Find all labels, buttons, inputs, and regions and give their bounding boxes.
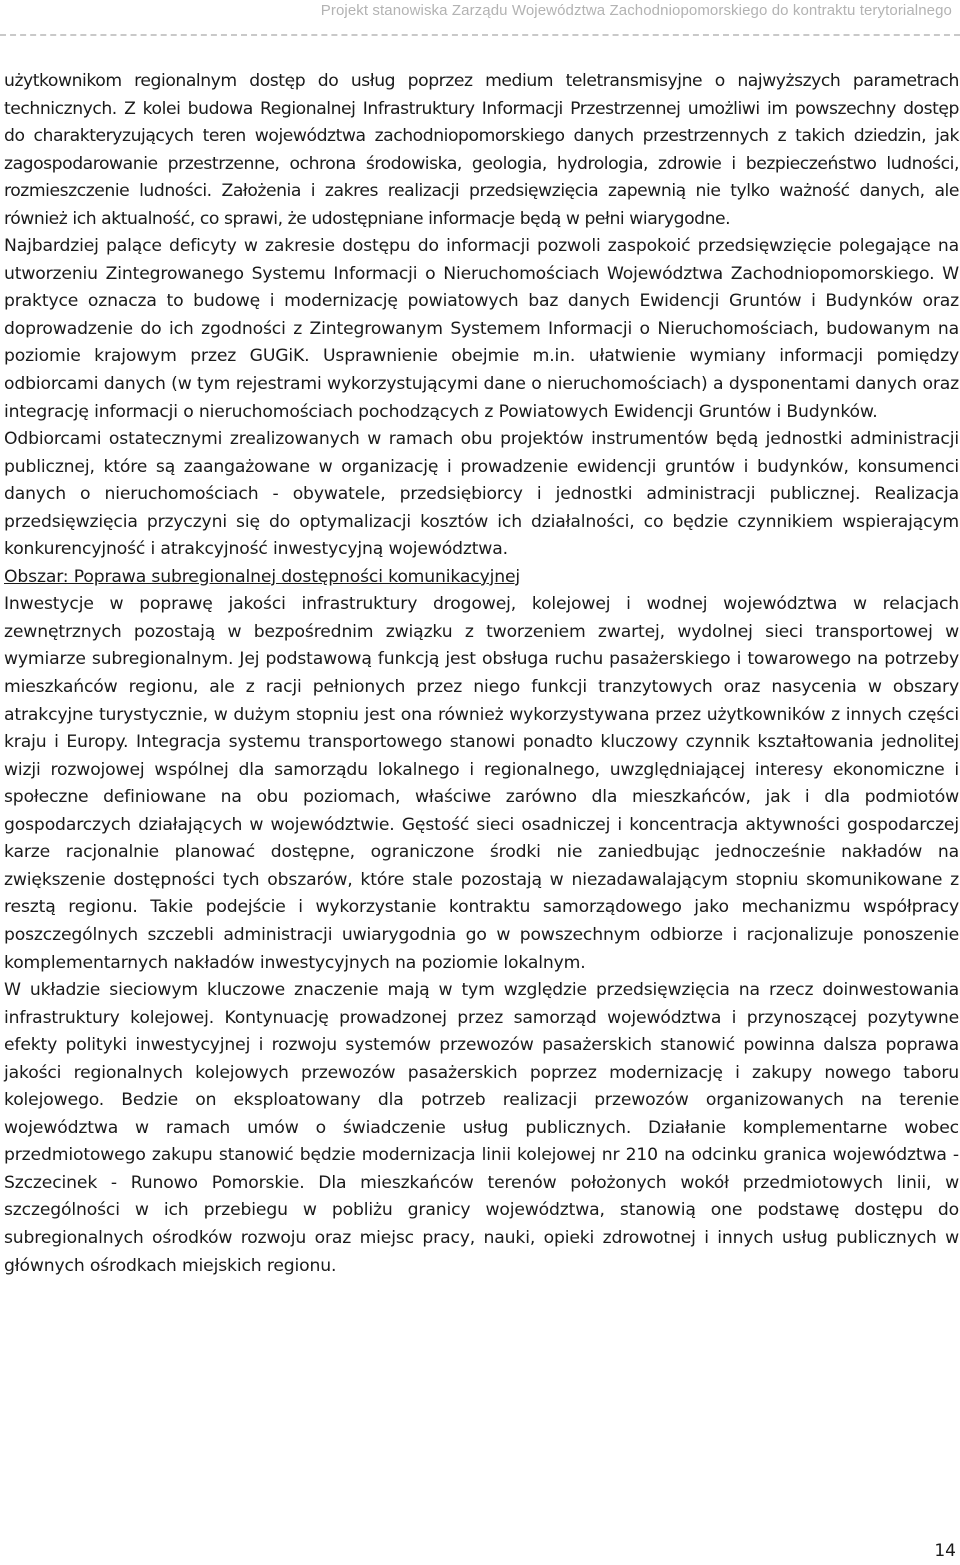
body-paragraph: użytkownikom regionalnym dostęp do usług poprzez medium teletransmisyjne o najwyższych parametrach technicznych. Z kolei budowa Regionalnej Infrastruktury Informacji Przestrzennej umożliwi im powszechny dostęp do charakteryzujących teren województwa zachodniopomorskiego danych przestrzennych z takich dziedzin, jak zagospodarowanie przestrzenne, ochrona środowiska, geologia, hydrologia, zdrowie i bezpieczeństwo ludności, rozmieszczenie ludności. Założenia i zakres realizacji przedsięwzięcia zapewnią nie tylko ważność danych, ale również ich aktualność, co sprawi, że udostępniane informacje będą w pełni wiarygodne.: [4, 71, 959, 229]
body-paragraph: W układzie sieciowym kluczowe znaczenie mają w tym względzie przedsięwzięcia na rzecz doinwestowania infrastruktury kolejowej. Kontynuację prowadzonej przez samorząd województwa i przynoszącej pozytywne efekty polityki inwestycyjnej i rozwoju systemów przewozów pasażerskich stanowić powinna dalsza poprawa jakości regionalnych kolejowych przewozów pasażerskich poprzez modernizację i zakupy nowego taboru kolejowego. Bedzie on eksploatowany dla potrzeb realizacji przewozów organizowanych na terenie województwa w ramach umów o świadczenie usług publicznych. Działanie komplementarne wobec przedmiotowego zakupu stanowić będzie modernizacja linii kolejowej nr 210 na odcinku granica województwa - Szczecinek - Runowo Pomorskie. Dla mieszkańców terenów położonych wokół przedmiotowych linii, w szczególności w ich przebiegu w pobliżu granicy województwa, stanowią one podstawę dostępu do subregionalnych ośrodków rozwoju oraz miejsc pracy, nauki, opieki zdrowotnej i innych usług publicznych w głównych ośrodkach miejskich regionu.: [4, 980, 959, 1276]
document-body: [4, 68, 959, 1280]
body-paragraph: Odbiorcami ostatecznymi zrealizowanych w ramach obu projektów instrumentów będą jednostki administracji publicznej, które są zaangażowane w organizację i prowadzenie ewidencji gruntów i budynków, konsumenci danych o nieruchomościach - obywatele, przedsiębiorcy i jednostki administracji publicznej. Realizacja przedsięwzięcia przyczyni się do optymalizacji kosztów ich działalności, co będzie czynnikiem wspierającym konkurencyjność i atrakcyjność inwestycyjną województwa.: [4, 429, 959, 560]
body-paragraph: Inwestycje w poprawę jakości infrastruktury drogowej, kolejowej i wodnej województwa w relacjach zewnętrznych pozostają w bezpośrednim związku z tworzeniem zwartej, wydolnej sieci transportowej w wymiarze subregionalnym. Jej podstawową funkcją jest obsługa ruchu pasażerskiego i towarowego na potrzeby mieszkańców regionu, ale z racji pełnionych przez niego funkcji tranzytowych oraz nasycenia w obszary atrakcyjne turystycznie, w dużym stopniu jest ona również wykorzystywana przez użytkowników z innych części kraju i Europy. Integracja systemu transportowego stanowi ponadto kluczowy czynnik kształtowania jednolitej wizji rozwojowej wspólnej dla samorządu lokalnego i regionalnego, uwzględniającej interesy ekonomiczne i społeczne definiowane na obu poziomach, właściwe zarówno dla mieszkańców, jak i dla podmiotów gospodarczych działających w województwie. Gęstość sieci osadniczej i koncentracja aktywności gospodarczej karze racjonalnie planować dostępne, ograniczone środki nie zaniedbując jednocześnie nakładów na zwiększenie dostępności tych obszarów, które stale pozostają w niezadawalającym stopniu skomunikowane z resztą regionu. Takie podejście i wykorzystanie kontraktu samorządowego jako mechanizmu współpracy poszczególnych szczebli administracji uwiarygodnia go w powszechnym odbiorze i racjonalizuje ponoszenie komplementarnych nakładów inwestycyjnych na poziomie lokalnym.: [4, 594, 959, 973]
header-divider: [0, 34, 960, 36]
section-heading: Obszar: Poprawa subregionalnej dostępności komunikacyjnej: [4, 566, 521, 587]
running-header: Projekt stanowiska Zarządu Województwa Zachodniopomorskiego do kontraktu terytorialnego: [320, 2, 952, 19]
body-paragraph: Najbardziej palące deficyty w zakresie dostępu do informacji pozwoli zaspokoić przedsięwzięcie polegające na utworzeniu Zintegrowanego Systemu Informacji o Nieruchomościach Województwa Zachodniopomorskiego. W praktyce oznacza to budowę i modernizację powiatowych baz danych Ewidencji Gruntów i Budynków oraz doprowadzenie do ich zgodności z Zintegrowanym Systemem Informacji o Nieruchomościach, budowanym na poziomie krajowym przez GUGiK. Usprawnienie obejmie m.in. ułatwienie wymiany informacji pomiędzy odbiorcami danych (w tym rejestrami wykorzystującymi dane o nieruchomościach) a dysponentami danych oraz integrację informacji o nieruchomościach pochodzących z Powiatowych Ewidencji Gruntów i Budynków.: [4, 236, 959, 422]
page-number: 14: [934, 1541, 956, 1561]
